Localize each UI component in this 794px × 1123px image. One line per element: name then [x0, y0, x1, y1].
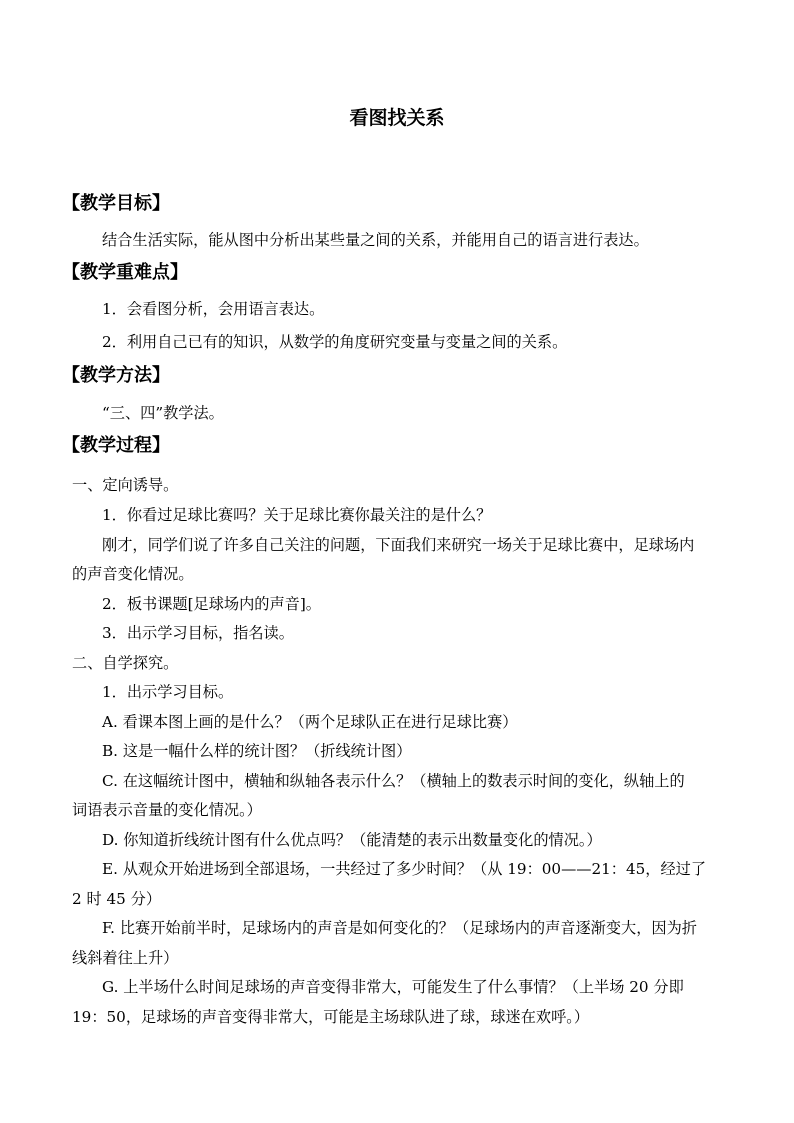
- question-a: A. 看课本图上画的是什么？（两个足球队正在进行足球比赛）: [102, 713, 518, 731]
- method-text: “三、四”教学法。: [102, 404, 224, 422]
- process-part1-paragraph-line1: 刚才，同学们说了许多自己关注的问题，下面我们来研究一场关于足球比赛中，足球场内: [102, 536, 695, 554]
- process-part2-title: 二、自学探究。: [72, 654, 179, 672]
- process-part1-paragraph-line2: 的声音变化情况。: [72, 565, 194, 583]
- heading-teaching-method: 【教学方法】: [62, 365, 170, 386]
- question-e-line1: E. 从观众开始进场到全部退场，一共经过了多少时间？（从 19：00——21：45，经过了: [102, 860, 707, 878]
- question-d: D. 你知道折线统计图有什么优点吗？（能清楚的表示出数量变化的情况。）: [102, 831, 602, 849]
- question-e-line2: 2 时 45 分）: [72, 890, 162, 908]
- heading-teaching-goals: 【教学目标】: [62, 193, 170, 214]
- process-part1-item1: 1．你看过足球比赛吗？关于足球比赛你最关注的是什么？: [102, 506, 492, 524]
- question-b: B. 这是一幅什么样的统计图？（折线统计图）: [102, 742, 412, 760]
- process-part1-title: 一、定向诱导。: [72, 476, 179, 494]
- heading-teaching-process: 【教学过程】: [62, 435, 170, 456]
- question-c-line1: C. 在这幅统计图中，横轴和纵轴各表示什么？（横轴上的数表示时间的变化，纵轴上的: [102, 772, 685, 790]
- process-part2-item1: 1．出示学习目标。: [102, 683, 234, 701]
- heading-key-points: 【教学重难点】: [62, 262, 188, 283]
- goals-text: 结合生活实际，能从图中分析出某些量之间的关系，并能用自己的语言进行表达。: [102, 231, 649, 249]
- question-g-line1: G. 上半场什么时间足球场的声音变得非常大，可能发生了什么事情？（上半场 20 分即: [102, 978, 684, 996]
- question-f-line1: F. 比赛开始前半时，足球场内的声音是如何变化的？（足球场内的声音逐渐变大，因为折: [102, 919, 697, 937]
- process-part1-item2: 2．板书课题[足球场内的声音]。: [102, 595, 321, 613]
- question-c-line2: 词语表示音量的变化情况。）: [72, 801, 262, 819]
- question-g-line2: 19：50，足球场的声音变得非常大，可能是主场球队进了球，球迷在欢呼。）: [72, 1008, 590, 1026]
- key-point-1: 1．会看图分析，会用语言表达。: [102, 300, 325, 318]
- question-f-line2: 线斜着往上升）: [72, 949, 179, 967]
- process-part1-item3: 3．出示学习目标，指名读。: [102, 624, 294, 642]
- key-point-2: 2．利用自己已有的知识，从数学的角度研究变量与变量之间的关系。: [102, 333, 568, 351]
- page-title: 看图找关系: [349, 107, 445, 129]
